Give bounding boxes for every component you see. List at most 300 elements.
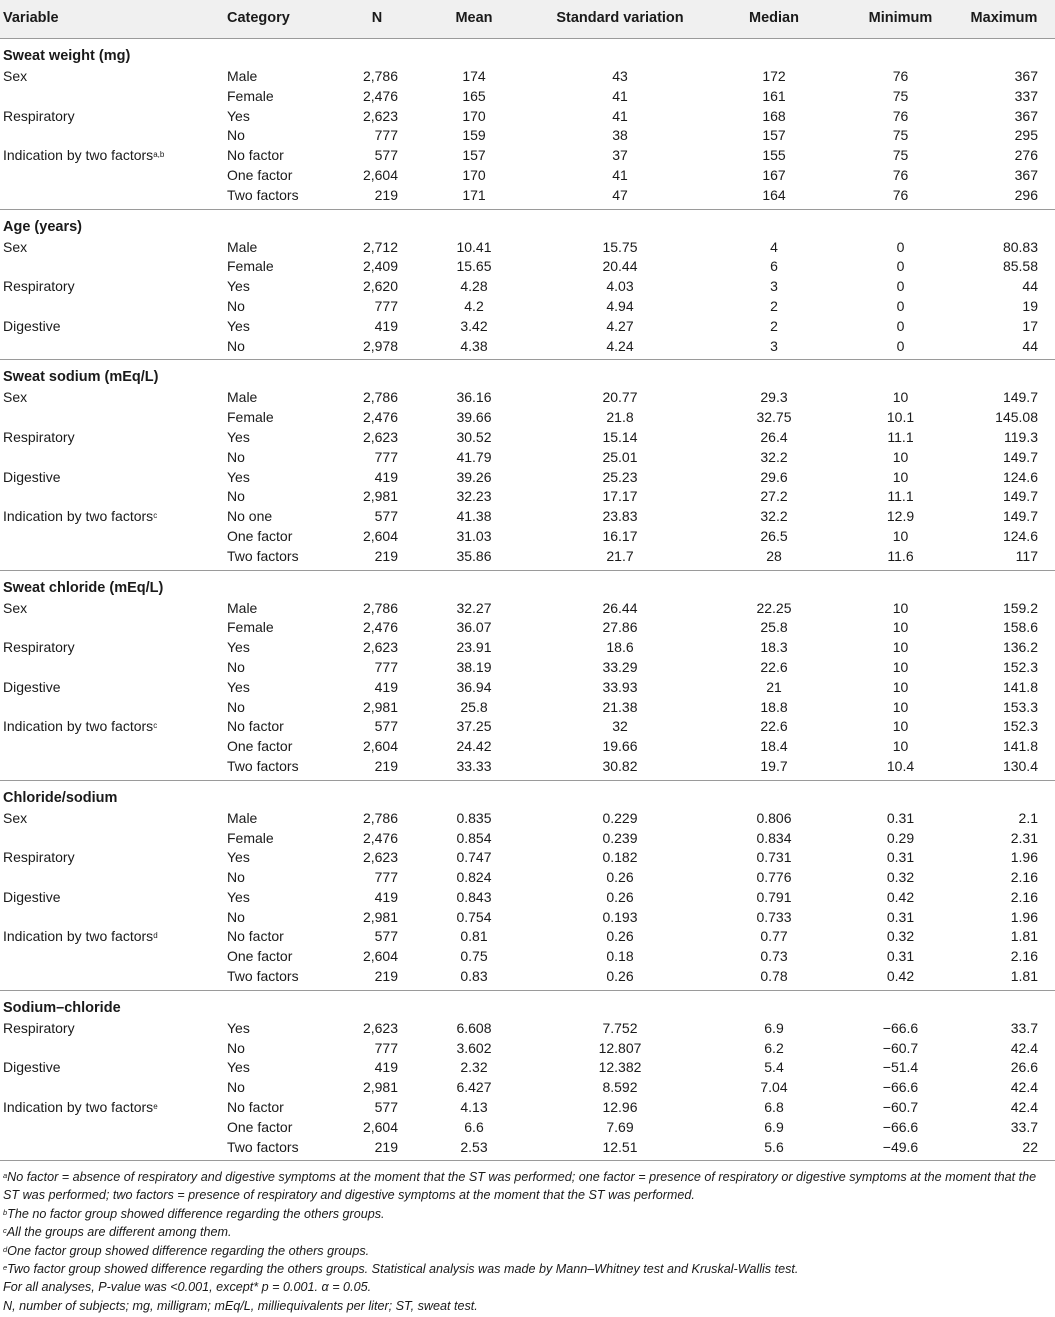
- cell-variable: [0, 1058, 226, 1078]
- cell-standard-variation: 4.03: [606, 278, 634, 295]
- cell-category: Male: [227, 389, 258, 406]
- table-row: [0, 809, 1055, 829]
- cell-mean: 39.66: [456, 409, 492, 426]
- cell-n: 419: [374, 678, 398, 695]
- cell-maximum: 80.83: [1002, 238, 1038, 255]
- cell-n: 2,786: [362, 68, 398, 84]
- cell-minimum: 0.29: [886, 829, 915, 846]
- cell-n: 219: [346, 547, 408, 570]
- cell-standard-variation: 30.82: [540, 757, 700, 780]
- cell-median: 157: [762, 127, 786, 144]
- cell-n: 2,981: [362, 698, 398, 715]
- cell-category: Yes: [227, 849, 250, 866]
- cell-variable: [0, 317, 226, 337]
- header-variable: Variable: [0, 0, 226, 39]
- cell-mean: 36.16: [456, 389, 492, 406]
- cell-maximum: 2.16: [1010, 948, 1038, 965]
- cell-n: 219: [346, 967, 408, 990]
- cell-mean: 170: [462, 107, 486, 124]
- cell-maximum: 2.16: [1010, 888, 1038, 905]
- cell-n: 2,623: [362, 107, 398, 124]
- cell-standard-variation: 0.182: [602, 849, 638, 866]
- table-row: [0, 468, 1055, 488]
- cell-median: 167: [762, 166, 786, 183]
- cell-variable: [0, 297, 226, 317]
- variable-label: Respiratory: [3, 278, 75, 295]
- cell-standard-variation: 41: [612, 87, 628, 104]
- cell-mean: 15.65: [456, 258, 492, 275]
- footnote-marker: d: [153, 931, 158, 941]
- table-row: [0, 186, 1055, 209]
- cell-standard-variation: 21.38: [602, 698, 638, 715]
- table-row: [0, 658, 1055, 678]
- cell-n: 419: [374, 468, 398, 485]
- cell-minimum: 75: [892, 147, 909, 164]
- cell-maximum: 158.6: [1002, 619, 1038, 636]
- section-header-row: [0, 209, 1055, 238]
- cell-category: No factor: [227, 718, 284, 735]
- cell-median: 3: [770, 278, 778, 295]
- cell-standard-variation: 0.239: [602, 829, 638, 846]
- table-row: [0, 1019, 1055, 1039]
- cell-category: One factor: [227, 166, 293, 183]
- cell-median: 27.2: [760, 488, 788, 505]
- cell-standard-variation: 37: [612, 147, 628, 164]
- cell-variable: [0, 67, 226, 87]
- cell-variable: [0, 146, 226, 166]
- cell-minimum: −66.6: [882, 1079, 919, 1096]
- variable-label: Sex: [3, 599, 28, 616]
- cell-n: 2,623: [362, 1019, 398, 1036]
- cell-mean: 4.13: [460, 1099, 488, 1116]
- section-header-row: [0, 990, 1055, 1019]
- cell-median: 6.2: [764, 1039, 784, 1056]
- footnote-text: Two factor group showed difference regarding the others groups. Statistical analysis was made by Mann–Whitney test and Kruskal-Wallis test.: [7, 1262, 799, 1277]
- cell-variable: [0, 428, 226, 448]
- cell-n: 2,786: [362, 809, 398, 826]
- cell-median: 172: [762, 68, 786, 84]
- cell-median: 21: [766, 678, 782, 695]
- cell-minimum: −66.6: [882, 1118, 919, 1135]
- cell-mean: 3.602: [456, 1039, 492, 1056]
- cell-standard-variation: 23.83: [602, 508, 638, 525]
- cell-n: 777: [374, 658, 398, 675]
- cell-mean: 32.23: [456, 488, 492, 505]
- cell-median: 22.6: [760, 658, 788, 675]
- cell-category: Female: [227, 829, 274, 846]
- cell-maximum: 367: [1014, 166, 1038, 183]
- table-row: [0, 737, 1055, 757]
- cell-category: Female: [227, 409, 274, 426]
- cell-minimum: 11.1: [887, 428, 914, 445]
- cell-n: 2,409: [362, 258, 398, 275]
- table-row: [0, 947, 1055, 967]
- cell-maximum: 26.6: [1010, 1059, 1038, 1076]
- header-category: Category: [226, 0, 346, 39]
- cell-variable: [0, 87, 226, 107]
- cell-mean: 4.28: [460, 278, 488, 295]
- cell-minimum: 76: [848, 186, 953, 209]
- cell-minimum: 0.31: [886, 908, 915, 925]
- section-header-row: [0, 39, 1055, 68]
- header-row: [0, 0, 1055, 39]
- cell-maximum: 42.4: [1010, 1039, 1038, 1056]
- cell-variable: [0, 166, 226, 186]
- table-row: [0, 238, 1055, 258]
- cell-standard-variation: 0.26: [540, 967, 700, 990]
- cell-n: 419: [374, 888, 398, 905]
- cell-mean: 3.42: [460, 317, 488, 334]
- section-title: Age (years): [3, 218, 82, 235]
- cell-median: 168: [762, 107, 786, 124]
- table-row: [0, 757, 1055, 780]
- cell-minimum: 10: [892, 738, 909, 755]
- cell-n: 2,476: [362, 409, 398, 426]
- cell-variable: [0, 1138, 226, 1161]
- cell-minimum: 76: [892, 166, 909, 183]
- section-title: Sweat chloride (mEq/L): [3, 579, 164, 596]
- cell-median: 0.77: [760, 928, 788, 945]
- cell-minimum: 12.9: [886, 508, 915, 525]
- cell-maximum: 337: [1014, 87, 1038, 104]
- cell-standard-variation: 12.96: [602, 1099, 638, 1116]
- cell-category: Two factors: [226, 757, 346, 780]
- cell-minimum: −66.6: [882, 1019, 919, 1036]
- table-row: [0, 487, 1055, 507]
- cell-mean: 0.81: [460, 928, 488, 945]
- cell-category: One factor: [227, 1118, 293, 1135]
- table-row: [0, 868, 1055, 888]
- cell-variable: [0, 737, 226, 757]
- table-row: [0, 507, 1055, 527]
- table-row: [0, 337, 1055, 360]
- cell-category: Yes: [227, 468, 250, 485]
- cell-variable: [0, 337, 226, 360]
- cell-median: 18.8: [760, 698, 788, 715]
- cell-standard-variation: 32: [612, 718, 628, 735]
- cell-maximum: 141.8: [1002, 738, 1038, 755]
- cell-standard-variation: 25.23: [602, 468, 638, 485]
- cell-maximum: 141.8: [1002, 678, 1038, 695]
- cell-standard-variation: 4.27: [606, 317, 634, 334]
- cell-median: 0.78: [700, 967, 848, 990]
- variable-label: Respiratory: [3, 849, 75, 866]
- cell-minimum: 0: [896, 238, 905, 255]
- variable-label: Digestive: [3, 678, 61, 695]
- cell-n: 2,604: [362, 948, 398, 965]
- cell-mean: 0.843: [456, 888, 492, 905]
- cell-category: No: [227, 658, 245, 675]
- cell-category: No factor: [227, 1099, 284, 1116]
- cell-standard-variation: 43: [612, 68, 628, 84]
- cell-standard-variation: 33.93: [602, 678, 638, 695]
- cell-median: 4: [770, 238, 778, 255]
- cell-median: 22.25: [756, 599, 792, 616]
- cell-standard-variation: 21.7: [540, 547, 700, 570]
- cell-variable: [0, 757, 226, 780]
- table-row: [0, 888, 1055, 908]
- cell-category: Two factors: [226, 186, 346, 209]
- cell-minimum: −49.6: [848, 1138, 953, 1161]
- cell-n: 577: [374, 928, 398, 945]
- cell-variable: [0, 1098, 226, 1118]
- table-row: [0, 67, 1055, 87]
- cell-mean: 0.824: [456, 869, 492, 886]
- footnote-text: No factor = absence of respiratory and digestive symptoms at the moment that the ST was performed; one factor = presence of respiratory or digestive symptoms at the moment that the ST was performed; two factors = presence of respiratory and digestive symptoms at the moment that the ST was performed.: [3, 1170, 1037, 1203]
- cell-category: No: [227, 448, 245, 465]
- cell-n: 2,604: [362, 166, 398, 183]
- cell-variable: [0, 527, 226, 547]
- cell-category: No: [227, 297, 245, 314]
- section-header-row: [0, 360, 1055, 389]
- table-row: [0, 408, 1055, 428]
- cell-category: No: [227, 908, 245, 925]
- variable-label: Digestive: [3, 468, 61, 485]
- cell-minimum: 10: [892, 527, 909, 544]
- cell-category: Yes: [227, 678, 250, 695]
- cell-category: Male: [227, 68, 258, 84]
- cell-minimum: 10: [892, 718, 909, 735]
- cell-maximum: 117: [953, 547, 1055, 570]
- footnote: [3, 1223, 1048, 1241]
- cell-maximum: 17: [1022, 317, 1038, 334]
- cell-category: No: [227, 1039, 245, 1056]
- cell-n: 419: [374, 1059, 398, 1076]
- cell-variable: [0, 547, 226, 570]
- cell-category: Yes: [227, 888, 250, 905]
- variable-label: Indication by two factors: [3, 1099, 154, 1116]
- cell-n: 777: [374, 869, 398, 886]
- cell-mean: 41.38: [456, 508, 492, 525]
- cell-variable: [0, 448, 226, 468]
- cell-category: No factor: [227, 147, 284, 164]
- cell-median: 19.7: [700, 757, 848, 780]
- table-row: [0, 527, 1055, 547]
- cell-category: One factor: [227, 527, 293, 544]
- cell-standard-variation: 7.69: [606, 1118, 634, 1135]
- cell-minimum: 0.32: [886, 928, 915, 945]
- variable-label: Indication by two factors: [3, 508, 154, 525]
- cell-median: 3: [700, 337, 848, 360]
- footnote-text: N, number of subjects; mg, milligram; mEq/L, milliequivalents per liter; ST, sweat test.: [3, 1298, 478, 1313]
- cell-category: Two factors: [226, 547, 346, 570]
- cell-standard-variation: 0.26: [606, 869, 634, 886]
- cell-category: Two factors: [226, 1138, 346, 1161]
- cell-maximum: 367: [1014, 107, 1038, 124]
- cell-n: 2,476: [362, 619, 398, 636]
- cell-maximum: 124.6: [1002, 468, 1038, 485]
- cell-maximum: 276: [1014, 147, 1038, 164]
- table-row: [0, 297, 1055, 317]
- cell-mean: 31.03: [456, 527, 492, 544]
- table-row: [0, 1118, 1055, 1138]
- cell-median: 26.5: [760, 527, 788, 544]
- cell-minimum: 0.31: [886, 948, 915, 965]
- cell-minimum: 10: [892, 619, 909, 636]
- cell-mean: 159: [462, 127, 486, 144]
- cell-minimum: 10: [892, 658, 909, 675]
- cell-variable: [0, 618, 226, 638]
- cell-n: 777: [374, 297, 398, 314]
- cell-median: 28: [700, 547, 848, 570]
- cell-maximum: 149.7: [1002, 488, 1038, 505]
- cell-median: 5.4: [764, 1059, 784, 1076]
- cell-minimum: 0: [896, 278, 905, 295]
- cell-maximum: 152.3: [1002, 658, 1038, 675]
- cell-median: 6.8: [764, 1099, 784, 1116]
- cell-n: 2,786: [362, 599, 398, 616]
- table-row: [0, 1138, 1055, 1161]
- cell-mean: 25.8: [460, 698, 488, 715]
- cell-mean: 33.33: [408, 757, 540, 780]
- cell-maximum: 2.1: [1018, 809, 1038, 826]
- cell-category: Female: [227, 258, 274, 275]
- cell-variable: [0, 678, 226, 698]
- cell-median: 7.04: [760, 1079, 788, 1096]
- variable-label: Indication by two factors: [3, 928, 154, 945]
- cell-standard-variation: 0.26: [606, 928, 634, 945]
- section-header-row: [0, 570, 1055, 599]
- footnotes: [3, 1168, 1048, 1315]
- cell-standard-variation: 12.807: [598, 1039, 642, 1056]
- cell-maximum: 367: [1014, 68, 1038, 84]
- table-row: [0, 717, 1055, 737]
- cell-standard-variation: 12.51: [540, 1138, 700, 1161]
- cell-median: 0.733: [756, 908, 792, 925]
- cell-median: 29.3: [760, 389, 788, 406]
- cell-median: 29.6: [760, 468, 788, 485]
- cell-median: 2: [770, 317, 778, 334]
- table-header: [0, 0, 1055, 39]
- cell-category: Yes: [227, 1059, 250, 1076]
- cell-category: Male: [227, 599, 258, 616]
- cell-category: Yes: [227, 317, 250, 334]
- cell-category: Male: [227, 238, 258, 255]
- footnote-marker: c: [153, 511, 158, 521]
- table-row: [0, 107, 1055, 127]
- cell-variable: [0, 947, 226, 967]
- cell-maximum: 85.58: [1002, 258, 1038, 275]
- cell-variable: [0, 1019, 226, 1039]
- variable-label: Respiratory: [3, 639, 75, 656]
- footnote-mark: a: [3, 1171, 8, 1180]
- cell-standard-variation: 0.193: [602, 908, 638, 925]
- cell-standard-variation: 12.382: [598, 1059, 642, 1076]
- table-row: [0, 638, 1055, 658]
- variable-label: Digestive: [3, 888, 61, 905]
- cell-variable: [0, 1039, 226, 1059]
- cell-maximum: 19: [1022, 297, 1038, 314]
- cell-n: 577: [374, 718, 398, 735]
- cell-maximum: 149.7: [1002, 508, 1038, 525]
- cell-minimum: −51.4: [882, 1059, 919, 1076]
- cell-median: 18.3: [760, 639, 788, 656]
- cell-mean: 38.19: [456, 658, 492, 675]
- cell-n: 2,981: [362, 488, 398, 505]
- cell-category: No: [227, 488, 245, 505]
- cell-variable: [0, 186, 226, 209]
- cell-n: 577: [374, 147, 398, 164]
- cell-median: 0.834: [756, 829, 792, 846]
- cell-category: No: [227, 127, 245, 144]
- cell-mean: 174: [462, 68, 486, 84]
- table-row: [0, 146, 1055, 166]
- cell-median: 18.4: [760, 738, 788, 755]
- cell-maximum: 33.7: [1010, 1118, 1038, 1135]
- cell-median: 5.6: [700, 1138, 848, 1161]
- cell-standard-variation: 7.752: [602, 1019, 638, 1036]
- cell-mean: 0.747: [456, 849, 492, 866]
- cell-minimum: −60.7: [882, 1039, 919, 1056]
- cell-maximum: 2.31: [1010, 829, 1038, 846]
- cell-maximum: 159.2: [1002, 599, 1038, 616]
- cell-n: 2,623: [362, 849, 398, 866]
- footnote-text: The no factor group showed difference regarding the others groups.: [7, 1206, 385, 1221]
- table-row: [0, 547, 1055, 570]
- cell-minimum: 0: [896, 297, 905, 314]
- variable-label: Sex: [3, 238, 28, 255]
- cell-category: One factor: [227, 948, 293, 965]
- footnote-text: One factor group showed difference regarding the others groups.: [7, 1243, 370, 1258]
- footnote: [3, 1242, 1048, 1260]
- table-row: [0, 599, 1055, 619]
- cell-variable: [0, 848, 226, 868]
- cell-mean: 41.79: [456, 448, 492, 465]
- variable-label: Indication by two factors: [3, 718, 154, 735]
- table-row: [0, 967, 1055, 990]
- cell-minimum: 11.6: [848, 547, 953, 570]
- footnote: [3, 1297, 1048, 1315]
- table-row: [0, 908, 1055, 928]
- variable-label: Digestive: [3, 1059, 61, 1076]
- cell-variable: [0, 507, 226, 527]
- cell-standard-variation: 21.8: [606, 409, 634, 426]
- cell-maximum: 1.96: [1010, 849, 1038, 866]
- cell-standard-variation: 26.44: [602, 599, 638, 616]
- cell-maximum: 296: [953, 186, 1055, 209]
- cell-median: 0.73: [760, 948, 788, 965]
- cell-mean: 10.41: [456, 238, 492, 255]
- header-maximum: Maximum: [953, 0, 1055, 39]
- cell-category: No: [227, 698, 245, 715]
- footnote-mark: e: [3, 1263, 8, 1273]
- cell-mean: 2.53: [408, 1138, 540, 1161]
- cell-variable: [0, 927, 226, 947]
- cell-category: Female: [227, 87, 274, 104]
- cell-mean: 0.854: [456, 829, 492, 846]
- variable-label: Indication by two factors: [3, 147, 154, 164]
- cell-standard-variation: 20.44: [602, 258, 638, 275]
- cell-maximum: 149.7: [1002, 448, 1038, 465]
- cell-n: 2,978: [346, 337, 408, 360]
- cell-minimum: 0.31: [886, 809, 915, 826]
- cell-n: 2,623: [362, 639, 398, 656]
- cell-mean: 35.86: [408, 547, 540, 570]
- cell-minimum: 0.42: [886, 888, 915, 905]
- cell-standard-variation: 4.94: [606, 297, 634, 314]
- cell-maximum: 44: [953, 337, 1055, 360]
- variable-label: Sex: [3, 389, 28, 406]
- cell-variable: [0, 1118, 226, 1138]
- cell-mean: 6.6: [464, 1118, 484, 1135]
- cell-mean: 4.2: [464, 297, 484, 314]
- cell-variable: [0, 888, 226, 908]
- cell-mean: 6.427: [456, 1079, 492, 1096]
- table-row: [0, 927, 1055, 947]
- cell-n: 2,604: [362, 1118, 398, 1135]
- cell-minimum: 11.1: [887, 488, 914, 505]
- cell-maximum: 1.96: [1010, 908, 1038, 925]
